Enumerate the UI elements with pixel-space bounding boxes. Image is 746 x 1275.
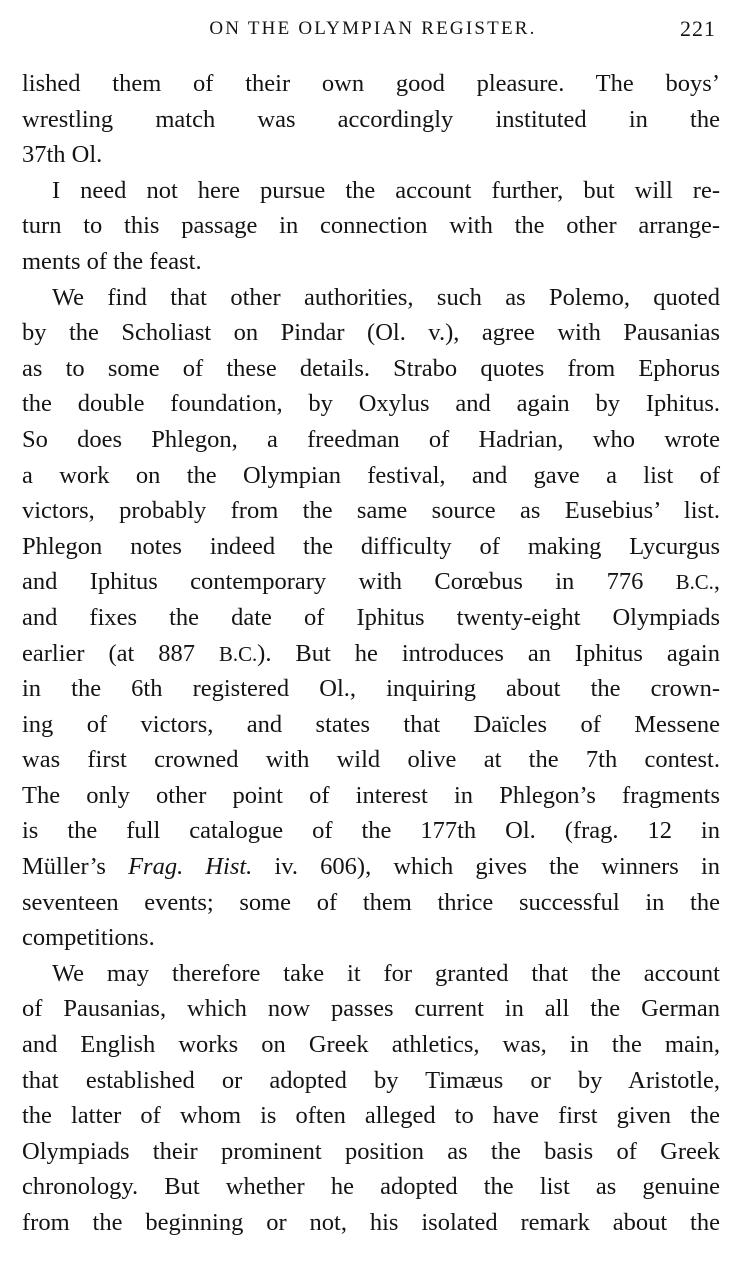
text-line: ing of victors, and states that Daïcles of Messene [22,710,720,738]
paragraph [22,173,720,280]
text-line: wrestling match was accordingly instituted in the [22,105,720,133]
text-line: and Iphitus contemporary with Corœbus in 776 B.C., [22,568,720,596]
text-line: turn to this passage in connection with the other arrange- [22,212,720,240]
text-line: of Pausanias, which now passes current in all the German [22,995,720,1023]
text-line: Olympiads their prominent position as the basis of Greek [22,1137,720,1165]
text-line: The only other point of interest in Phlegon’s fragments [22,781,720,809]
text-line: competitions. [22,924,155,952]
text-line: that established or adopted by Timæus or by Aristotle, [22,1066,720,1094]
text-line: lished them of their own good pleasure. The boys’ [22,70,720,97]
text-line: in the 6th registered Ol., inquiring about the crown- [22,675,720,703]
text-line: We find that other authorities, such as Polemo, quoted [52,283,720,311]
text-line: We may therefore take it for granted that the account [52,959,720,987]
text-line: earlier (at 887 B.C.). But he introduces an Iphitus again [22,639,720,667]
text-line: the latter of whom is often alleged to have first given the [22,1102,720,1130]
text-line: by the Scholiast on Pindar (Ol. v.), agree with Pausanias [22,319,720,347]
text-line: the double foundation, by Oxylus and again by Iphitus. [22,390,720,418]
text-line: seventeen events; some of them thrice successful in the [22,888,720,916]
text-line: 37th Ol. [22,141,103,169]
paragraph [22,66,720,173]
text-line: Phlegon notes indeed the difficulty of making Lycurgus [22,532,720,560]
text-line: a work on the Olympian festival, and gave a list of [22,461,720,489]
text-line: and English works on Greek athletics, was, in the main, [22,1031,720,1059]
paragraph [22,280,720,956]
text-line: victors, probably from the same source as Eusebius’ list. [22,497,720,525]
paragraph [22,956,720,1241]
text-line: So does Phlegon, a freedman of Hadrian, who wrote [22,425,720,453]
running-title: ON THE OLYMPIAN REGISTER. [209,18,537,39]
text-line: ments of the feast. [22,247,202,275]
text-line: is the full catalogue of the 177th Ol. (frag. 12 in [22,817,720,845]
text-line: and fixes the date of Iphitus twenty-eight Olympiads [22,603,720,631]
page-header [0,14,746,46]
page-number: 221 [680,16,716,41]
text-line: I need not here pursue the account further, but will re- [52,176,720,204]
text-line: chronology. But whether he adopted the list as genuine [22,1173,720,1201]
text-line: as to some of these details. Strabo quotes from Ephorus [22,354,720,382]
text-line: Müller’s Frag. Hist. iv. 606), which gives the winners in [22,853,721,881]
text-line: from the beginning or not, his isolated remark about the [22,1209,720,1236]
body-text [22,66,720,1241]
text-line: was first crowned with wild olive at the 7th contest. [22,746,720,774]
